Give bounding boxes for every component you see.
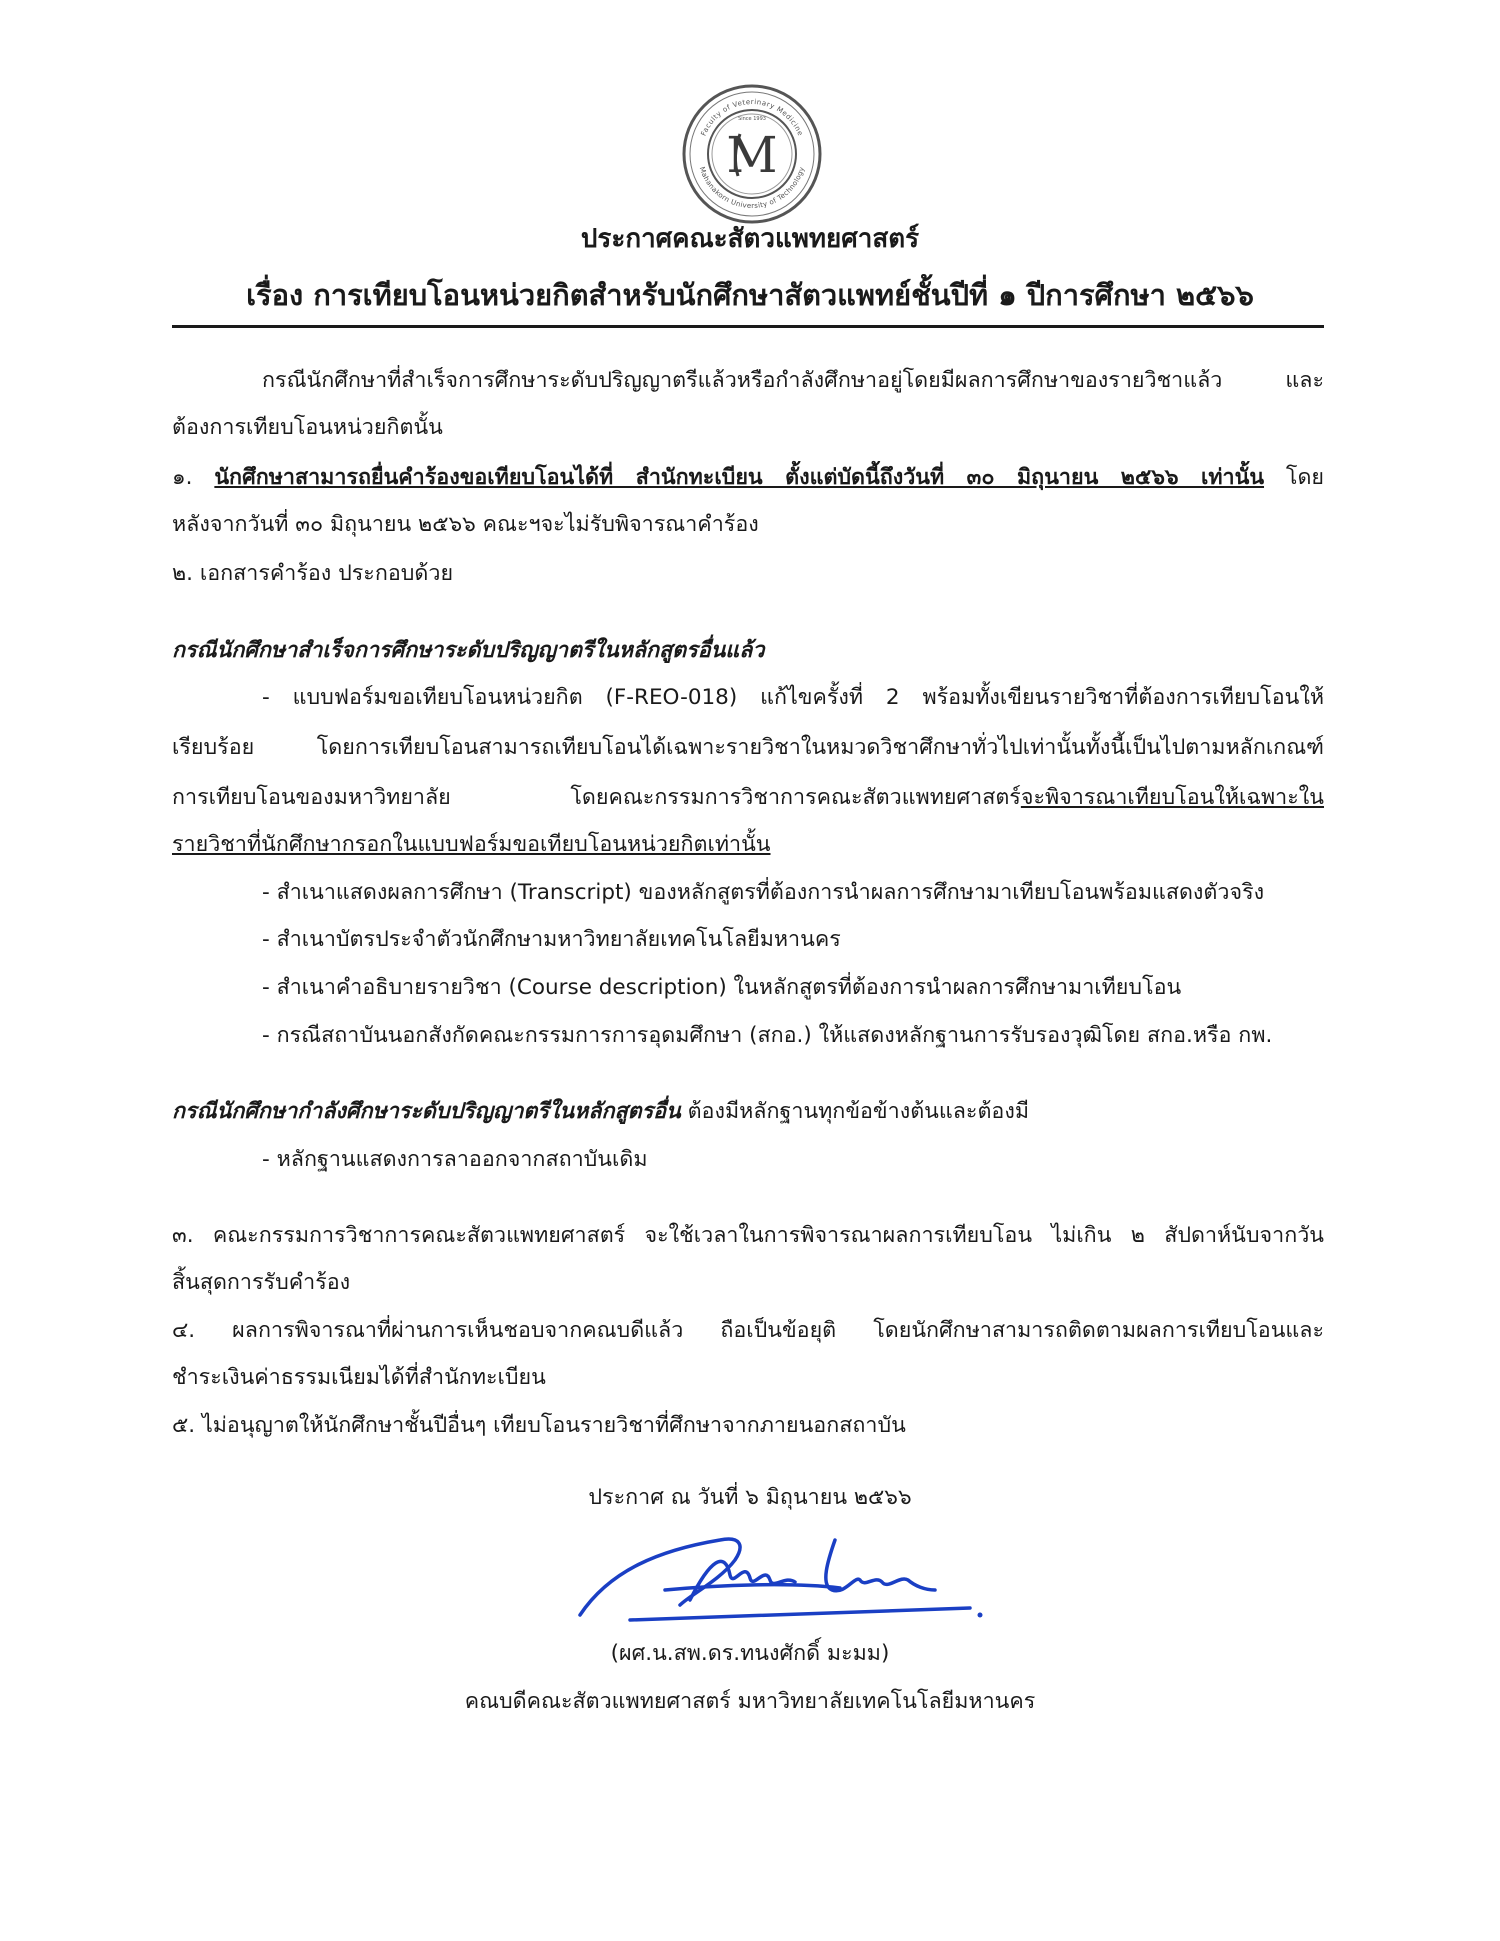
announcement-date: ประกาศ ณ วันที่ ๖ มิถุนายน ๒๕๖๖ — [588, 1485, 912, 1510]
dean-signature — [570, 1520, 990, 1640]
seal-since-text: Since 1993 — [738, 116, 766, 122]
item-2: ๒. เอกสารคำร้อง ประกอบด้วย — [172, 561, 454, 586]
case-graduated-bullet: - กรณีสถาบันนอกสังกัดคณะกรรมการการอุดมศึกษา (สกอ.) ให้แสดงหลักฐานการรับรองวุฒิโดย สกอ.หรือ กพ. — [262, 1023, 1273, 1048]
case-graduated-heading: กรณีนักศึกษาสำเร็จการศึกษาระดับปริญญาตรีในหลักสูตรอื่นแล้ว — [172, 638, 765, 663]
signer-name: (ผศ.น.สพ.ดร.ทนงศักดิ์ มะมม) — [610, 1641, 890, 1666]
item-5: ๕. ไม่อนุญาตให้นักศึกษาชั้นปีอื่นๆ เทียบโอนรายวิชาที่ศึกษาจากภายนอกสถาบัน — [172, 1413, 906, 1438]
seal-monogram: M — [726, 126, 778, 184]
case-graduated-bullet: - สำเนาบัตรประจำตัวนักศึกษามหาวิทยาลัยเทคโนโลยีมหานคร — [262, 927, 841, 952]
signer-title: คณบดีคณะสัตวแพทยศาสตร์ มหาวิทยาลัยเทคโนโลยีมหานคร — [464, 1689, 1036, 1714]
faculty-seal-logo — [682, 84, 822, 224]
case-graduated-p1-line-3-underlined: จะพิจารณาเทียบโอนให้เฉพาะใน — [1020, 785, 1324, 810]
case-graduated-p1-line-2: เรียบร้อย โดยการเทียบโอนสามารถเทียบโอนได้เฉพาะรายวิชาในหมวดวิชาศึกษาทั่วไปเท่านั้นทั้งนี้เป็นไปตามหลักเกณฑ์ — [172, 735, 1324, 760]
case-graduated-bullet: - สำเนาคำอธิบายรายวิชา (Course description) ในหลักสูตรที่ต้องการนำผลการศึกษามาเทียบโอน — [262, 975, 1182, 1000]
item-1-number: ๑. — [172, 465, 193, 490]
item-1-line-1 — [172, 460, 1324, 494]
intro-line-1: กรณีนักศึกษาที่สำเร็จการศึกษาระดับปริญญาตรีแล้วหรือกำลังศึกษาอยู่โดยมีผลการศึกษาของรายวิชาแล้ว และ — [262, 368, 1324, 393]
item-3-line-1: ๓. คณะกรรมการวิชาการคณะสัตวแพทยศาสตร์ จะใช้เวลาในการพิจารณาผลการเทียบโอน ไม่เกิน ๒ สัปดาห์นับจากวัน — [172, 1223, 1324, 1248]
item-4-line-2: ชำระเงินค่าธรรมเนียมได้ที่สำนักทะเบียน — [172, 1365, 546, 1390]
case-graduated-p1-line-3-plain: การเทียบโอนของมหาวิทยาลัย โดยคณะกรรมการวิชาการคณะสัตวแพทยศาสตร์ — [172, 785, 1021, 810]
case-graduated-bullet: - สำเนาแสดงผลการศึกษา (Transcript) ของหลักสูตรที่ต้องการนำผลการศึกษามาเทียบโอนพร้อมแสดงตัวจริง — [262, 880, 1265, 905]
header-divider — [172, 325, 1324, 328]
seal-ring-text-bottom: Mahanakorn University of Technology — [697, 165, 807, 211]
case-studying-heading: กรณีนักศึกษากำลังศึกษาระดับปริญญาตรีในหลักสูตรอื่น — [172, 1099, 681, 1124]
seal-ring-text-top: Faculty of Veterinary Medicine — [699, 97, 805, 138]
item-3-line-2: สิ้นสุดการรับคำร้อง — [172, 1270, 351, 1295]
announcement-subject: เรื่อง การเทียบโอนหน่วยกิตสำหรับนักศึกษาสัตวแพทย์ชั้นปีที่ ๑ ปีการศึกษา ๒๕๖๖ — [246, 278, 1254, 312]
item-1-line-2: หลังจากวันที่ ๓๐ มิถุนายน ๒๕๖๖ คณะฯจะไม่รับพิจารณาคำร้อง — [172, 512, 759, 537]
case-graduated-p1-line-4: รายวิชาที่นักศึกษากรอกในแบบฟอร์มขอเทียบโอนหน่วยกิตเท่านั้น — [172, 832, 771, 857]
intro-line-2: ต้องการเทียบโอนหน่วยกิตนั้น — [172, 415, 443, 440]
case-graduated-p1-line-1: - แบบฟอร์มขอเทียบโอนหน่วยกิต (F-REO-018) แก้ไขครั้งที่ 2 พร้อมทั้งเขียนรายวิชาที่ต้องการเทียบโอนให้ — [262, 685, 1324, 710]
item-1-deadline-statement: นักศึกษาสามารถยื่นคำร้องขอเทียบโอนได้ที่ สำนักทะเบียน ตั้งแต่บัดนี้ถึงวันที่ ๓๐ มิถุนายน ๒๕๖๖ เท่านั้น — [214, 465, 1265, 490]
item-4-line-1: ๔. ผลการพิจารณาที่ผ่านการเห็นชอบจากคณบดีแล้ว ถือเป็นข้อยุติ โดยนักศึกษาสามารถติดตามผลการเทียบโอนและ — [172, 1318, 1324, 1343]
announcement-title: ประกาศคณะสัตวแพทยศาสตร์ — [580, 224, 920, 254]
case-graduated-p1-line-3 — [172, 780, 1324, 814]
case-studying-heading-line — [172, 1094, 1324, 1128]
case-studying-bullet: - หลักฐานแสดงการลาออกจากสถาบันเดิม — [262, 1147, 648, 1172]
case-studying-heading-tail: ต้องมีหลักฐานทุกข้อข้างต้นและต้องมี — [687, 1099, 1029, 1124]
item-1-tail: โดย — [1285, 465, 1324, 490]
